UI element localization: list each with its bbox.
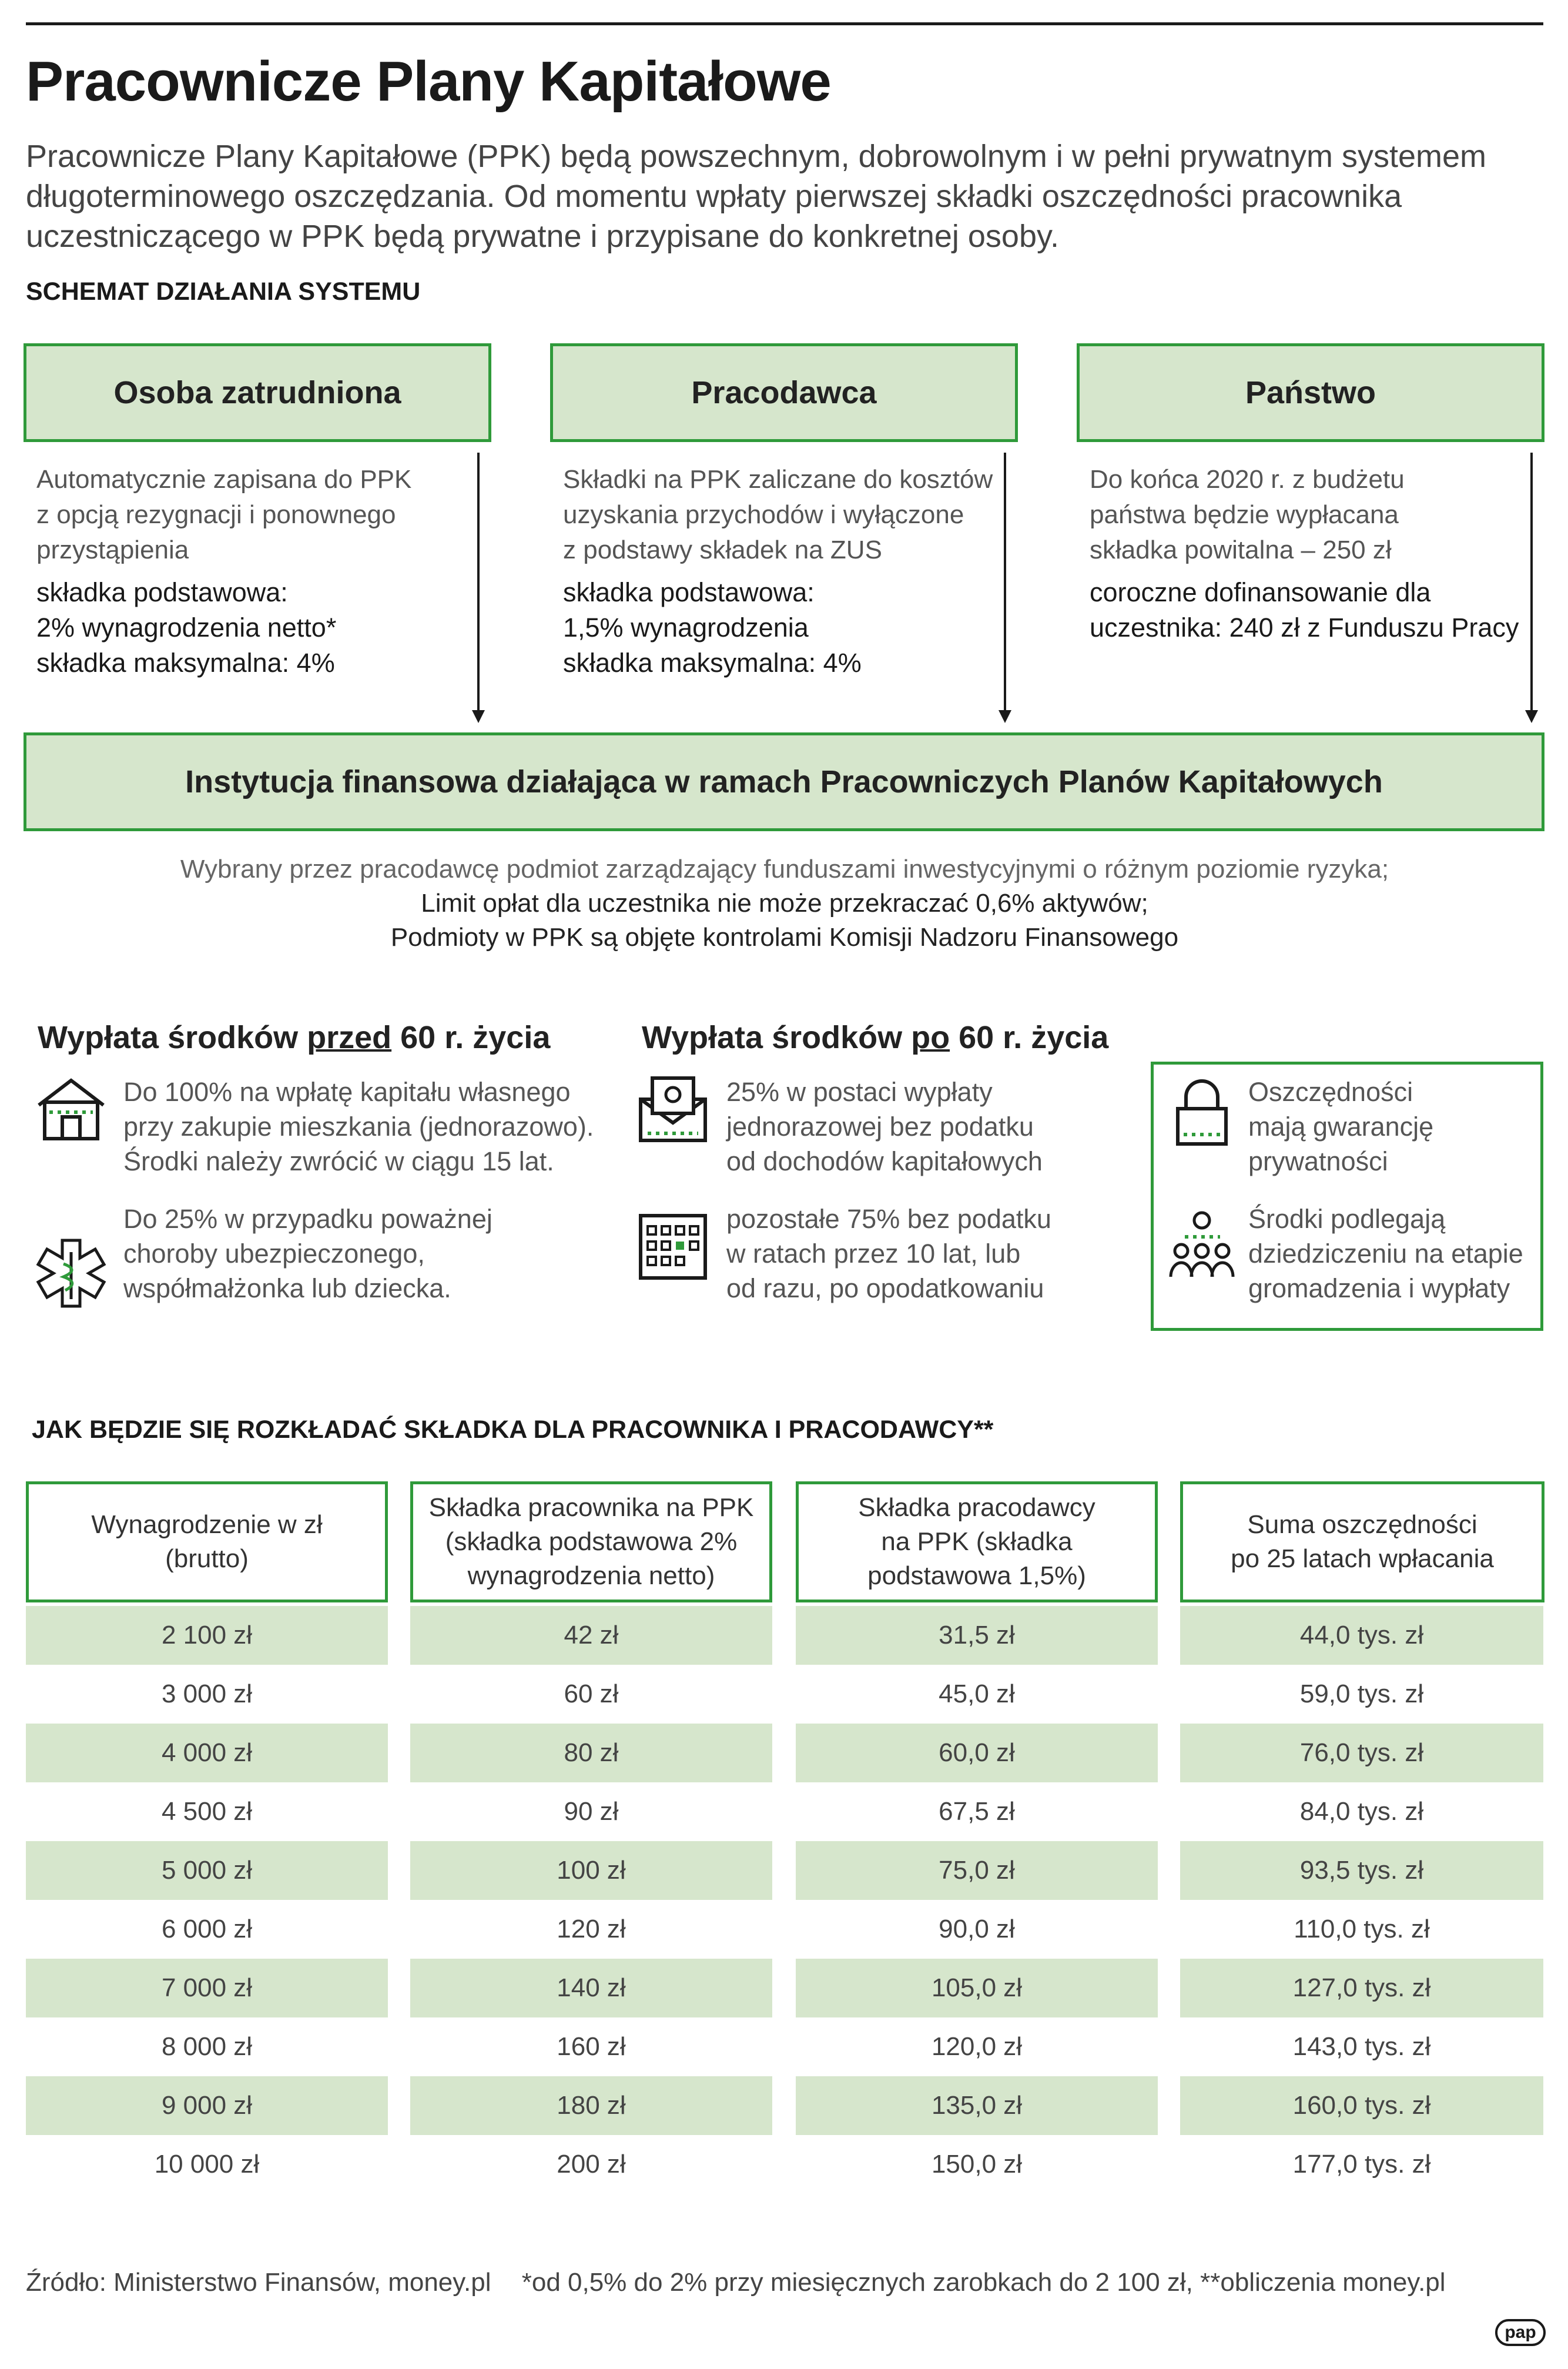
payout-before-heading: Wypłata środków przed 60 r. życia — [38, 1020, 551, 1055]
desc-line: uzyskania przychodów i wyłączone — [563, 500, 964, 529]
contribution-line: składka podstawowa: — [563, 577, 815, 607]
table-cell: 90,0 zł — [939, 1915, 1015, 1943]
table-cell: 75,0 zł — [796, 1841, 1158, 1900]
arrow-down-icon — [472, 710, 485, 723]
flow-line — [1530, 453, 1533, 711]
table-cell: 80 zł — [410, 1724, 772, 1782]
table-cell: 100 zł — [410, 1841, 772, 1900]
table-cell: 84,0 tys. zł — [1299, 1797, 1424, 1826]
footnotes-text: *od 0,5% do 2% przy miesięcznych zarobkach do 2 100 zł, **obliczenia money.pl — [521, 2268, 1446, 2297]
pap-logo: pap — [1495, 2319, 1546, 2346]
payout-after-heading: Wypłata środków po 60 r. życia — [642, 1020, 1109, 1055]
table-cell: 143,0 tys. zł — [1292, 2032, 1431, 2061]
state-details — [1090, 462, 1536, 645]
table-row — [26, 1782, 1543, 1841]
table-row — [26, 1841, 1543, 1900]
table-cell: 140 zł — [410, 1959, 772, 2017]
institution-note: Limit opłat dla uczestnika nie może przekraczać 0,6% aktywów; — [421, 889, 1148, 918]
table-cell: 90 zł — [564, 1797, 619, 1826]
desc-line: Do końca 2020 r. z budżetu — [1090, 465, 1405, 494]
table-row — [26, 2076, 1543, 2135]
padlock-icon — [1164, 1073, 1240, 1150]
table-cell: 160,0 tys. zł — [1180, 2076, 1543, 2135]
table-row — [26, 1606, 1543, 1665]
table-cell: 3 000 zł — [161, 1679, 253, 1708]
desc-line: składka powitalna – 250 zł — [1090, 536, 1392, 564]
table-cell: 44,0 tys. zł — [1180, 1606, 1543, 1665]
intro-paragraph: Pracownicze Plany Kapitałowe (PPK) będą powszechnym, dobrowolnym i w pełni prywatnym systemem długoterminowego oszczędzania. Od momentu wpłaty pierwszej składki oszczędności pracownika uczestniczącego w PPK będą prywatne i przypisane do konkretnej osoby. — [26, 139, 1487, 254]
table-cell: 4 000 zł — [26, 1724, 388, 1782]
table-cell: 59,0 tys. zł — [1299, 1679, 1424, 1708]
arrow-down-icon — [1525, 710, 1538, 723]
header-total-savings: Suma oszczędności po 25 latach wpłacania — [1180, 1481, 1544, 1602]
table-cell: 4 500 zł — [161, 1797, 253, 1826]
table-cell: 45,0 zł — [939, 1679, 1015, 1708]
table-row — [26, 1900, 1543, 1959]
desc-line: Automatycznie zapisana do PPK — [36, 465, 412, 494]
table-cell: 200 zł — [557, 2150, 626, 2179]
table-cell: 60 zł — [564, 1679, 619, 1708]
table-cell: 31,5 zł — [796, 1606, 1158, 1665]
box-state: Państwo — [1077, 343, 1544, 442]
calendar-icon — [635, 1207, 711, 1284]
employee-details — [36, 462, 460, 681]
flow-line — [1004, 453, 1006, 711]
medical-caduceus-icon — [33, 1234, 109, 1311]
table-row — [26, 2017, 1543, 2076]
top-rule — [26, 22, 1543, 25]
table-cell: 9 000 zł — [26, 2076, 388, 2135]
contribution-line: coroczne dofinansowanie dla — [1090, 577, 1431, 607]
table-row — [26, 1959, 1543, 2017]
footer — [26, 2268, 1446, 2297]
source-text: Źródło: Ministerstwo Finansów, money.pl — [26, 2268, 491, 2297]
payout-before-item-1: Do 100% na wpłatę kapitału własnego przy zakupie mieszkania (jednorazowo). Środki należy zwrócić w ciągu 15 lat. — [123, 1077, 594, 1176]
table-cell: 110,0 tys. zł — [1294, 1915, 1430, 1943]
table-cell: 67,5 zł — [939, 1797, 1015, 1826]
table-cell: 160 zł — [557, 2032, 626, 2061]
table-cell: 180 zł — [410, 2076, 772, 2135]
box-employee: Osoba zatrudniona — [24, 343, 491, 442]
contribution-line: 1,5% wynagrodzenia — [563, 613, 809, 643]
table-cell: 76,0 tys. zł — [1180, 1724, 1543, 1782]
arrow-down-icon — [999, 710, 1011, 723]
table-cell: 60,0 zł — [796, 1724, 1158, 1782]
table-row — [26, 2135, 1543, 2194]
table-cell: 127,0 tys. zł — [1180, 1959, 1543, 2017]
table-cell: 120,0 zł — [931, 2032, 1023, 2061]
table-cell: 93,5 tys. zł — [1180, 1841, 1543, 1900]
table-cell: 177,0 tys. zł — [1292, 2150, 1431, 2179]
table-cell: 150,0 zł — [931, 2150, 1023, 2179]
table-cell: 105,0 zł — [796, 1959, 1158, 2017]
table-cell: 6 000 zł — [161, 1915, 253, 1943]
desc-line: przystąpienia — [36, 536, 189, 564]
desc-line: Składki na PPK zaliczane do kosztów — [563, 465, 993, 494]
guarantee-privacy: Oszczędności mają gwarancję prywatności — [1248, 1077, 1434, 1176]
house-icon — [33, 1070, 109, 1146]
flow-line — [477, 453, 480, 711]
envelope-money-icon — [635, 1070, 711, 1146]
table-cell: 10 000 zł — [154, 2150, 260, 2179]
family-icon — [1164, 1207, 1240, 1284]
table-row — [26, 1724, 1543, 1782]
desc-line: państwa będzie wypłacana — [1090, 500, 1399, 529]
contribution-line: składka podstawowa: — [36, 577, 288, 607]
payout-before-item-2: Do 25% w przypadku poważnej choroby ubezpieczonego, współmałżonka lub dziecka. — [123, 1204, 492, 1303]
table-cell: 5 000 zł — [26, 1841, 388, 1900]
contribution-line: uczestnika: 240 zł z Funduszu Pracy — [1090, 613, 1519, 643]
payout-after-item-1: 25% w postaci wypłaty jednorazowej bez podatku od dochodów kapitałowych — [726, 1077, 1043, 1176]
contribution-line: składka maksymalna: 4% — [563, 648, 862, 678]
table-heading: JAK BĘDZIE SIĘ ROZKŁADAĆ SKŁADKA DLA PRACOWNIKA I PRACODAWCY** — [32, 1416, 994, 1444]
header-employee-contribution: Składka pracownika na PPK (składka podstawowa 2% wynagrodzenia netto) — [410, 1481, 772, 1602]
table-cell: 120 zł — [557, 1915, 626, 1943]
contribution-line: składka maksymalna: 4% — [36, 648, 335, 678]
schema-heading: SCHEMAT DZIAŁANIA SYSTEMU — [26, 277, 421, 306]
guarantee-inheritance: Środki podlegają dziedziczeniu na etapie gromadzenia i wypłaty — [1248, 1204, 1523, 1303]
table-row — [26, 1665, 1543, 1724]
employer-details — [563, 462, 1010, 681]
box-employer: Pracodawca — [550, 343, 1018, 442]
header-employer-contribution: Składka pracodawcy na PPK (składka podstawowa 1,5%) — [796, 1481, 1158, 1602]
desc-line: z podstawy składek na ZUS — [563, 536, 882, 564]
table-cell: 8 000 zł — [161, 2032, 253, 2061]
table-cell: 7 000 zł — [26, 1959, 388, 2017]
institution-note: Wybrany przez pracodawcę podmiot zarządzający funduszami inwestycyjnymi o różnym poziomie ryzyka; — [180, 855, 1389, 884]
contribution-line: 2% wynagrodzenia netto* — [36, 613, 337, 643]
header-salary: Wynagrodzenie w zł (brutto) — [26, 1481, 388, 1602]
table-cell: 2 100 zł — [26, 1606, 388, 1665]
desc-line: z opcją rezygnacji i ponownego — [36, 500, 396, 529]
institution-box: Instytucja finansowa działająca w ramach Pracowniczych Planów Kapitałowych — [24, 732, 1544, 831]
page-title: Pracownicze Plany Kapitałowe — [26, 50, 831, 113]
table-cell: 42 zł — [410, 1606, 772, 1665]
payout-after-item-2: pozostałe 75% bez podatku w ratach przez 10 lat, lub od razu, po opodatkowaniu — [726, 1204, 1051, 1303]
table-cell: 135,0 zł — [796, 2076, 1158, 2135]
institution-note: Podmioty w PPK są objęte kontrolami Komisji Nadzoru Finansowego — [390, 923, 1179, 952]
